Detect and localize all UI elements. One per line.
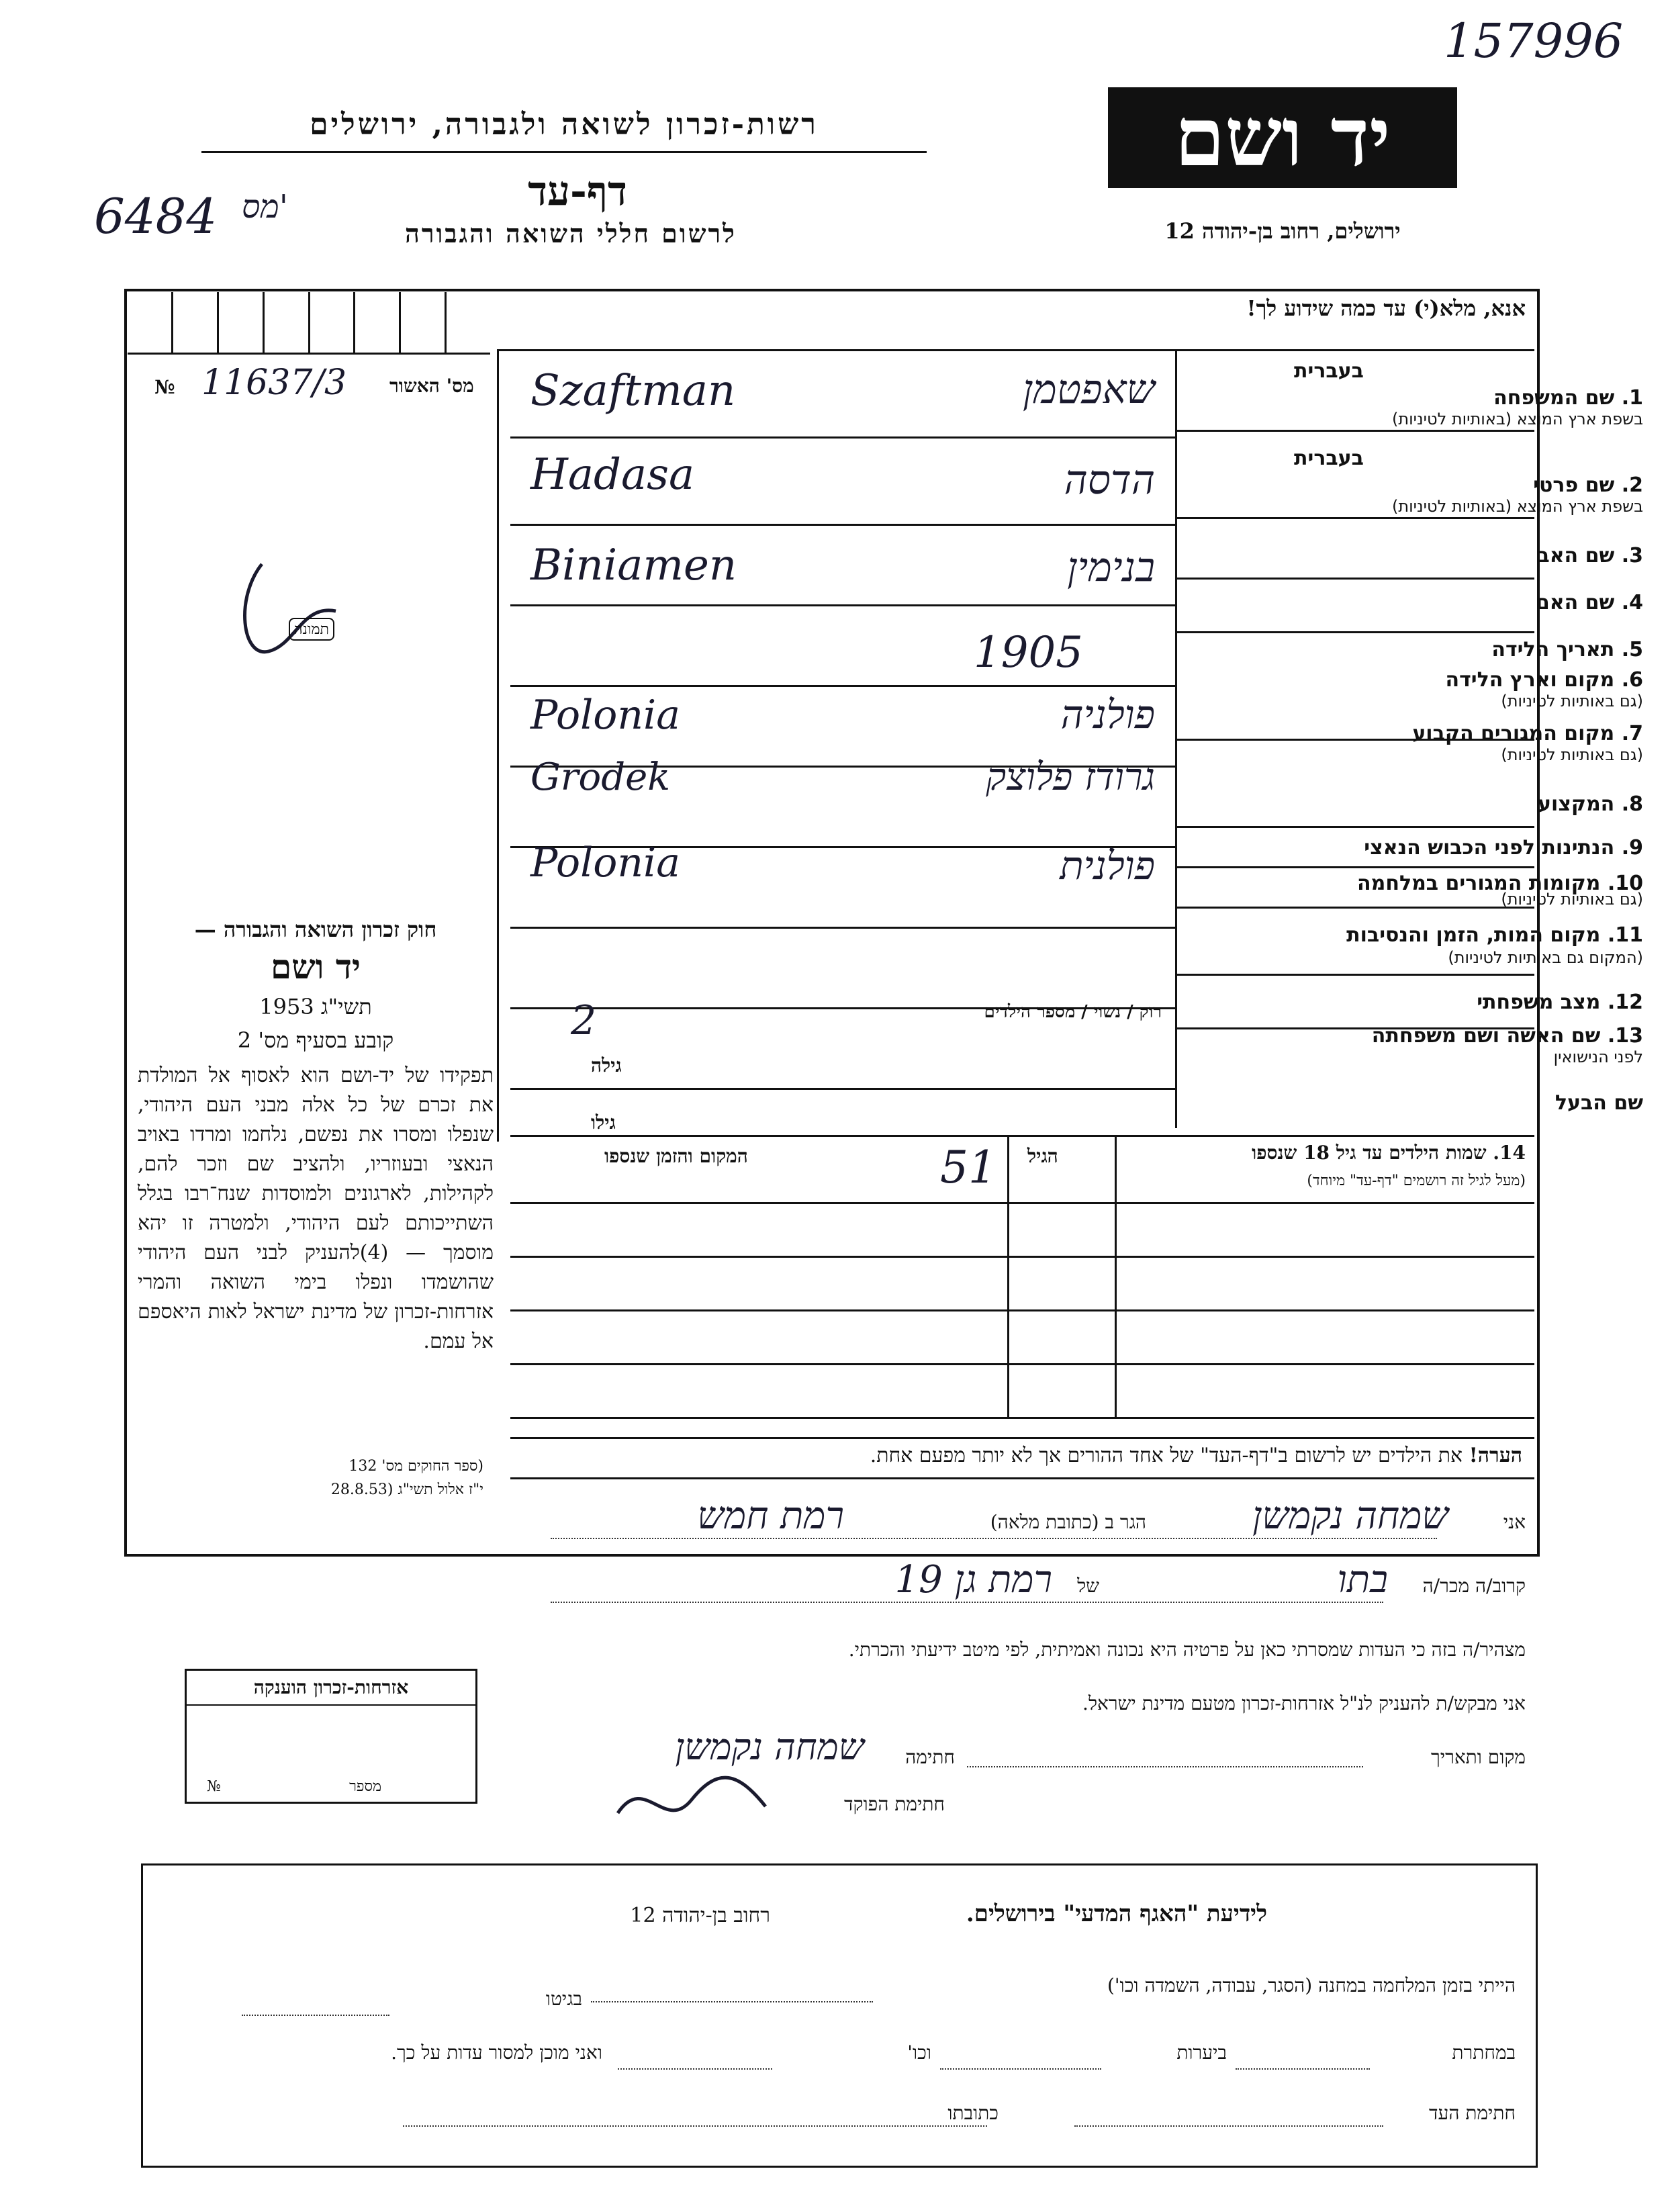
- firstname-latin: Hadasa: [530, 450, 695, 500]
- citizenship-number: מספר: [349, 1778, 381, 1795]
- field-num-6: 6.: [1621, 668, 1643, 692]
- field-sub-11: (המקום גם באותיות לטיניות): [1448, 948, 1643, 967]
- field-label-father: שם האב: [1537, 544, 1615, 567]
- approval-cells: [128, 292, 490, 355]
- field-num-4: 4.: [1621, 591, 1643, 614]
- address: ירושלים, רחוב בן-יהודה 12: [1164, 218, 1401, 244]
- field-num-2: 2.: [1621, 473, 1643, 497]
- approval-value: 11637/3: [201, 363, 347, 403]
- field-num-7: 7.: [1621, 722, 1643, 745]
- form-title: דף-עד: [528, 168, 627, 215]
- approval-no: №: [154, 376, 175, 398]
- decl-resides-value: רמת חמש: [697, 1494, 844, 1538]
- field-num-1: 1.: [1621, 386, 1643, 410]
- hebrew-tag-2: בעברית: [1294, 447, 1364, 470]
- children-label: 14. שמות הילדים עד גיל 18 שנספו: [1252, 1142, 1526, 1164]
- hebrew-tag-1: בעברית: [1294, 359, 1364, 383]
- field-num-10: 10.: [1607, 872, 1643, 895]
- decl-relative: קרוב/ה מכר/ה: [1422, 1575, 1526, 1597]
- bottom-address: רחוב בן-יהודה 12: [630, 1904, 770, 1927]
- field-label-residence: מקום המגורים הקבוע: [1412, 722, 1615, 745]
- photo-signature-icon: [222, 551, 356, 672]
- field-label-wife: שם האשה ושם משפחתה: [1371, 1024, 1601, 1048]
- archive-number: 157996: [1444, 13, 1624, 68]
- decl-ani-value: שמחה נקמשן: [1252, 1494, 1448, 1538]
- law-ref2: י"ז אלול תשי"ג (28.8.53: [330, 1481, 483, 1498]
- field-sub-6: (גם באותיות לטיניות): [1501, 692, 1643, 710]
- field-sub-1: בשפת ארץ המוצא (באותיות לטיניות): [1392, 410, 1643, 428]
- photo-area: [222, 551, 356, 672]
- children-count: 2: [571, 997, 597, 1044]
- photo-label: תמונה: [289, 618, 334, 641]
- decl-signature-label: חתימה: [905, 1746, 955, 1768]
- instruction: אנא, מלא(י) עד כמה שידוע לך!: [1246, 295, 1526, 321]
- bottom-l2d: ואני מוכן למסור עדות על כך.: [391, 2041, 602, 2064]
- age-value: 51: [940, 1142, 996, 1193]
- field-num-13: 13.: [1607, 1024, 1643, 1048]
- field-sub-13: לפני הנישואין: [1553, 1048, 1643, 1066]
- field-num-9: 9.: [1621, 836, 1643, 860]
- decl-line3: מצהיר/ה בזה כי העדות שמסרתי כאן על פרטיה היא נכונה ואמיתית, לפי מיטב ידיעתי והכרתי.: [848, 1639, 1526, 1661]
- children-sub: (מעל לגיל זה רושמים "דף-עד" מיוחד): [1307, 1172, 1526, 1189]
- decl-of-value: רמת גן 19: [894, 1558, 1052, 1602]
- citizenship-no: №: [207, 1778, 221, 1795]
- decl-relative-value: בתו: [1337, 1558, 1388, 1602]
- approval-label: מס' האשור: [389, 375, 474, 397]
- birthdate-value: 1905: [974, 628, 1083, 678]
- form-subtitle: לרשום חללי השואה והגבורה: [405, 218, 737, 248]
- bottom-l2c: וכו': [907, 2041, 931, 2064]
- decl-line4: אני מבקש/ת להעניק לנ"ל אזרחות-זכרון מטעם מדינת ישראל.: [1082, 1692, 1526, 1714]
- field-label-surname: שם המשפחה: [1493, 386, 1615, 410]
- field-sub-7: (גם באותיות לטיניות): [1501, 745, 1643, 764]
- field-label-firstname: שם פרטי: [1533, 473, 1615, 497]
- bottom-l1b: בגיטו: [545, 1988, 582, 2010]
- field-label-birthdate: תאריך הלידה: [1491, 638, 1615, 661]
- field-label-mother: שם האם: [1535, 591, 1615, 614]
- birthplace-hebrew: פולניה: [1060, 692, 1155, 737]
- field-sub-2: בשפת ארץ המוצא (באותיות לטיניות): [1392, 497, 1643, 516]
- field-sub-10: (גם באותיות לטיניות): [1501, 890, 1643, 909]
- birthplace-latin: Polonia: [530, 692, 680, 739]
- husband-age-label: גילו: [591, 1111, 616, 1134]
- surname-hebrew: שאפטמן: [1022, 366, 1155, 413]
- field-num-11: 11.: [1607, 923, 1643, 947]
- father-latin: Biniamen: [530, 541, 737, 590]
- field-num-3: 3.: [1621, 544, 1643, 567]
- citizenship-title: אזרחות-זכרון הוענקה: [187, 1671, 475, 1706]
- field-label-birthplace: מקום וארץ הלידה: [1445, 668, 1615, 692]
- field-label-marital: מצב משפחתי: [1477, 990, 1601, 1014]
- handwritten-number: 6484: [94, 188, 218, 244]
- law-title: חוק זכרון השואה והגבורה —: [194, 917, 437, 942]
- field-label-nationality: הנתינות לפני הכבוש הנאצי: [1364, 836, 1615, 860]
- decl-place-date: מקום ותאריך: [1430, 1746, 1526, 1768]
- yad-vashem-logo: יד ושם: [1108, 87, 1457, 188]
- law-year: תשי"ג 1953: [259, 994, 372, 1019]
- field-num-8: 8.: [1621, 792, 1643, 816]
- nationality-hebrew: פולנית: [1060, 843, 1155, 888]
- bottom-title: לידיעת "האגף המדעי" בירושלים.: [966, 1900, 1267, 1927]
- col-place: המקום והזמן שנספו: [604, 1145, 748, 1167]
- firstname-hebrew: הדסה: [1064, 457, 1155, 504]
- field-label-wartime-residence: מקומות המגורים במלחמה: [1357, 872, 1601, 895]
- doc-mark: מס': [242, 188, 288, 226]
- note: הערה! את הילדים יש לרשום ב"דף-העד" של אחד ההורים אך לא יותר מפעם אחת.: [870, 1444, 1522, 1467]
- field-num-5: 5.: [1621, 638, 1643, 661]
- bottom-l3b: כתובתו: [947, 2102, 999, 2124]
- law-text: תפקידו של יד-ושם הוא לאסוף אל המולדת את זכרם של כל אלה מבני העם היהודי, שנפלו ומסרו את נפשם, נלחמו ומרדו באויב הנאצי ובעוזריו, ולהציב שם וזכר להם, לקהילות, לארגונים ולמוסדות שנח־רבו בגלל השתייכותם לעם היהודי, ולמטרה זו יהא מוסמך — (4)להעניק לבני העם היהודי שהושמדו ונפלו בימי השואה והמרי אזרחות-זכרון של מדינת ישראל לאות היאספם אל עמם.: [138, 1064, 494, 1353]
- surname-latin: Szaftman: [530, 366, 736, 416]
- bottom-l1a: הייתי בזמן המלחמה במחנה (הסגר, עבודה, השמדה וכו'): [1107, 1974, 1516, 1996]
- col-age: הגיל: [1027, 1145, 1058, 1167]
- decl-signature: שמחה נקמשן: [675, 1726, 864, 1768]
- authority-title: רשות-זכרון לשואה ולגבורה, ירושלים: [310, 107, 819, 142]
- officer-signature-icon: [604, 1759, 806, 1840]
- nationality-latin: Polonia: [530, 839, 680, 886]
- decl-officer: חתימת הפוקד: [844, 1793, 945, 1815]
- wife-age-label: גילה: [591, 1054, 622, 1076]
- citizenship-box: [185, 1669, 477, 1804]
- father-hebrew: בנימין: [1067, 544, 1155, 591]
- field-num-12: 12.: [1607, 990, 1643, 1014]
- field-label-death: מקום המות, הזמן והנסיבות: [1346, 923, 1601, 947]
- field-label-occupation: המקצוע: [1537, 792, 1615, 816]
- law-name: יד ושם: [271, 947, 361, 986]
- decl-ani: אני: [1503, 1511, 1526, 1533]
- bottom-l3a: חתימת העד: [1429, 2102, 1516, 2124]
- law-ref1: (ספר החוקים מס' 132: [349, 1458, 483, 1475]
- decl-of: של: [1077, 1575, 1099, 1597]
- residence-latin: Grodek: [530, 755, 671, 799]
- residence-hebrew: גרודז פלוצק: [986, 755, 1155, 799]
- decl-resides: הגר ב (כתובת מלאה): [990, 1511, 1146, 1533]
- bottom-l2a: במחתרת: [1452, 2041, 1516, 2064]
- law-clause: קובע בסעיף מס' 2: [237, 1027, 394, 1053]
- husband-label: שם הבעל: [1555, 1091, 1643, 1115]
- marital-options: רוק / נשוי / מספר הילדים: [984, 1002, 1162, 1022]
- bottom-l2b: ביערות: [1176, 2041, 1227, 2064]
